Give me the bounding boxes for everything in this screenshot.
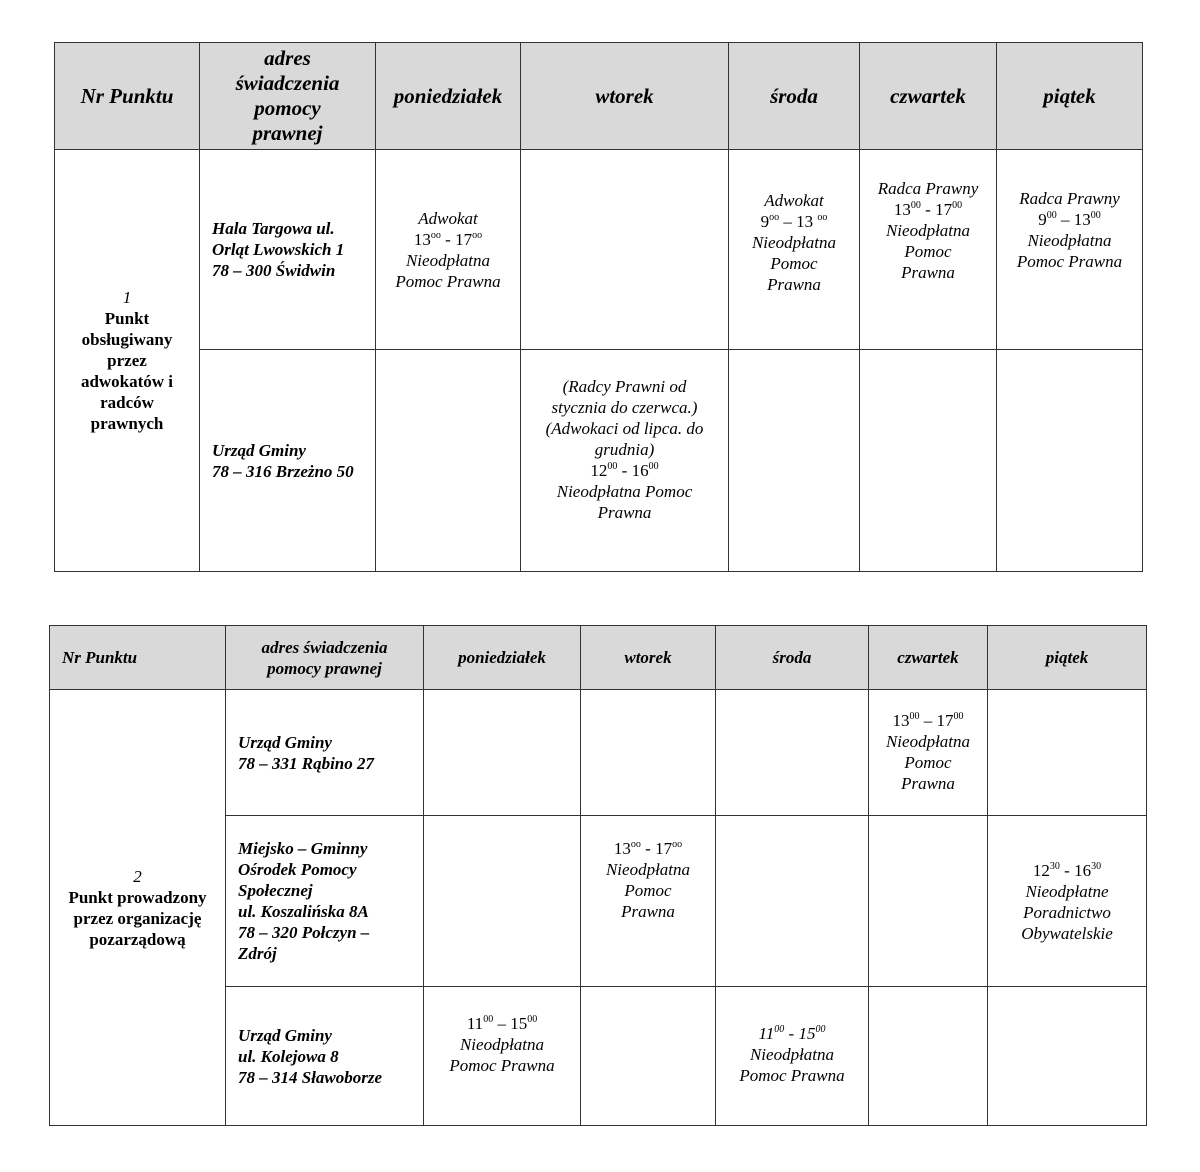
address-line: Społecznej <box>238 881 313 900</box>
header-wednesday: środa <box>729 43 860 150</box>
table-row <box>55 150 1143 350</box>
address-line: Zdrój <box>238 944 277 963</box>
service-line: Nieodpłatna <box>749 1045 835 1064</box>
thursday-cell <box>860 350 997 572</box>
header-address-text: adres świadczenia pomocy prawnej <box>261 637 388 678</box>
address-cell <box>226 690 424 816</box>
address-cell <box>200 350 376 572</box>
address-line: Urząd Gminy <box>238 732 332 752</box>
service-line: Obywatelskie <box>1021 924 1113 943</box>
role-label: Radca Prawny <box>877 179 979 198</box>
thursday-cell <box>869 816 988 987</box>
hours: $13^{00} - 17^{00}$ <box>893 200 963 219</box>
service-line: Prawna <box>767 275 821 294</box>
friday-cell <box>988 816 1147 987</box>
tuesday-cell <box>521 350 729 572</box>
service-line: Pomoc <box>624 881 672 900</box>
service-line: Nieodpłatna <box>405 250 491 270</box>
hours: $13^{oo} - 17^{oo}$ <box>413 229 483 249</box>
header-tuesday: wtorek <box>521 43 729 150</box>
role-label: Adwokat <box>418 208 478 228</box>
service-line: Nieodpłatna Pomoc <box>556 482 693 501</box>
monday-cell <box>376 350 521 572</box>
hours: $9^{oo} - 13$ $^{oo}$ <box>760 212 828 231</box>
service-line: Pomoc <box>904 753 952 772</box>
point-number: 1 <box>122 288 132 307</box>
service-line: Pomoc Prawna <box>739 1066 845 1085</box>
friday-cell <box>988 690 1147 816</box>
service-line: Pomoc Prawna <box>1016 252 1123 271</box>
point-label: Punkt prowadzony przez organizację pozarządową <box>68 887 207 949</box>
address-cell <box>226 816 424 987</box>
hours: $13^{oo} - 17^{oo}$ <box>613 839 683 858</box>
hours: $12^{00} - 16^{00}$ <box>590 461 659 480</box>
monday-cell <box>424 987 581 1126</box>
service-line: Prawna <box>901 263 955 282</box>
address-line: 78 – 314 Sławoborze <box>238 1067 383 1087</box>
monday-cell <box>424 690 581 816</box>
address-line: 78 – 331 Rąbino 27 <box>238 753 375 773</box>
table-row <box>55 350 1143 572</box>
note-line: stycznia do czerwca.) <box>551 398 698 417</box>
hours: $13^{00} - 17^{00}$ <box>892 711 964 730</box>
point-cell <box>50 690 226 1126</box>
friday-cell <box>997 150 1143 350</box>
hours: $11^{00} - 15^{00}$ <box>758 1024 826 1043</box>
thursday-cell <box>860 150 997 350</box>
address-line: Ośrodek Pomocy <box>238 860 357 879</box>
note-line: grudnia) <box>594 440 655 459</box>
header-tuesday: wtorek <box>581 626 716 690</box>
service-line: Pomoc Prawna <box>449 1056 555 1075</box>
service-line: Nieodpłatna <box>885 221 971 240</box>
wednesday-cell <box>716 816 869 987</box>
header-thursday: czwartek <box>869 626 988 690</box>
service-line: Prawna <box>901 774 955 793</box>
address-line: ul. Kolejowa 8 <box>238 1046 339 1066</box>
address-line: Miejsko – Gminny <box>238 839 368 858</box>
address-line: ul. Koszalińska 8A <box>238 902 369 921</box>
hours: $11^{00} - 15^{00}$ <box>466 1014 538 1033</box>
header-address-text: adres świadczenia pomocy prawnej <box>235 46 340 145</box>
header-thursday: czwartek <box>860 43 997 150</box>
wednesday-cell <box>716 987 869 1126</box>
address-line: 78 – 320 Połczyn – <box>238 923 370 942</box>
hours: $12^{30} - 16^{30}$ <box>1032 861 1102 880</box>
table-row <box>50 690 1147 816</box>
role-label: Adwokat <box>764 191 824 210</box>
header-friday: piątek <box>997 43 1143 150</box>
service-line: Prawna <box>621 902 675 921</box>
service-line: Pomoc <box>770 254 818 273</box>
table-header-row <box>50 626 1147 690</box>
service-line: Nieodpłatna <box>605 860 691 879</box>
point-number: 2 <box>133 866 142 886</box>
header-monday: poniedziałek <box>424 626 581 690</box>
address-line: 78 – 316 Brzeżno 50 <box>212 461 354 481</box>
service-line: Nieodpłatna <box>751 233 837 252</box>
header-friday: piątek <box>988 626 1147 690</box>
point-label: Punkt obsługiwany przez adwokatów i radców prawnych <box>80 309 174 433</box>
service-line: Prawna <box>597 503 652 522</box>
wednesday-cell <box>716 690 869 816</box>
address-line: Hala Targowa ul. <box>212 219 335 238</box>
schedule-table-2 <box>49 625 1147 1126</box>
address-line: Urząd Gminy <box>238 1025 332 1045</box>
note-line: (Adwokaci od lipca. do <box>545 419 704 438</box>
header-monday: poniedziałek <box>376 43 521 150</box>
tuesday-cell <box>581 816 716 987</box>
tuesday-cell <box>581 987 716 1126</box>
table-header-row <box>55 43 1143 150</box>
service-line: Nieodpłatna <box>885 732 971 751</box>
header-nr-punktu: Nr Punktu <box>50 626 226 690</box>
address-line: 78 – 300 Świdwin <box>212 261 336 280</box>
monday-cell <box>424 816 581 987</box>
header-nr-punktu: Nr Punktu <box>55 43 200 150</box>
note-line: (Radcy Prawni od <box>562 377 687 396</box>
wednesday-cell <box>729 350 860 572</box>
friday-cell <box>988 987 1147 1126</box>
address-line: Orląt Lwowskich 1 <box>212 240 345 259</box>
service-line: Poradnictwo <box>1023 903 1111 922</box>
header-address <box>200 43 376 150</box>
service-line: Pomoc <box>904 242 952 261</box>
service-line: Pomoc Prawna <box>395 271 501 291</box>
header-address <box>226 626 424 690</box>
thursday-cell <box>869 690 988 816</box>
service-line: Nieodpłatna <box>459 1035 545 1054</box>
friday-cell <box>997 350 1143 572</box>
service-line: Nieodpłatna <box>1027 231 1112 250</box>
service-line: Nieodpłatne <box>1025 882 1109 901</box>
tuesday-cell <box>521 150 729 350</box>
thursday-cell <box>869 987 988 1126</box>
tuesday-cell <box>581 690 716 816</box>
monday-cell <box>376 150 521 350</box>
address-cell <box>200 150 376 350</box>
header-wednesday: środa <box>716 626 869 690</box>
hours: $9^{00} - 13^{00}$ <box>1038 210 1101 229</box>
address-line: Urząd Gminy <box>212 440 306 460</box>
wednesday-cell <box>729 150 860 350</box>
address-cell <box>226 987 424 1126</box>
point-cell <box>55 150 200 572</box>
role-label: Radca Prawny <box>1019 189 1120 208</box>
schedule-table-1 <box>54 42 1143 572</box>
